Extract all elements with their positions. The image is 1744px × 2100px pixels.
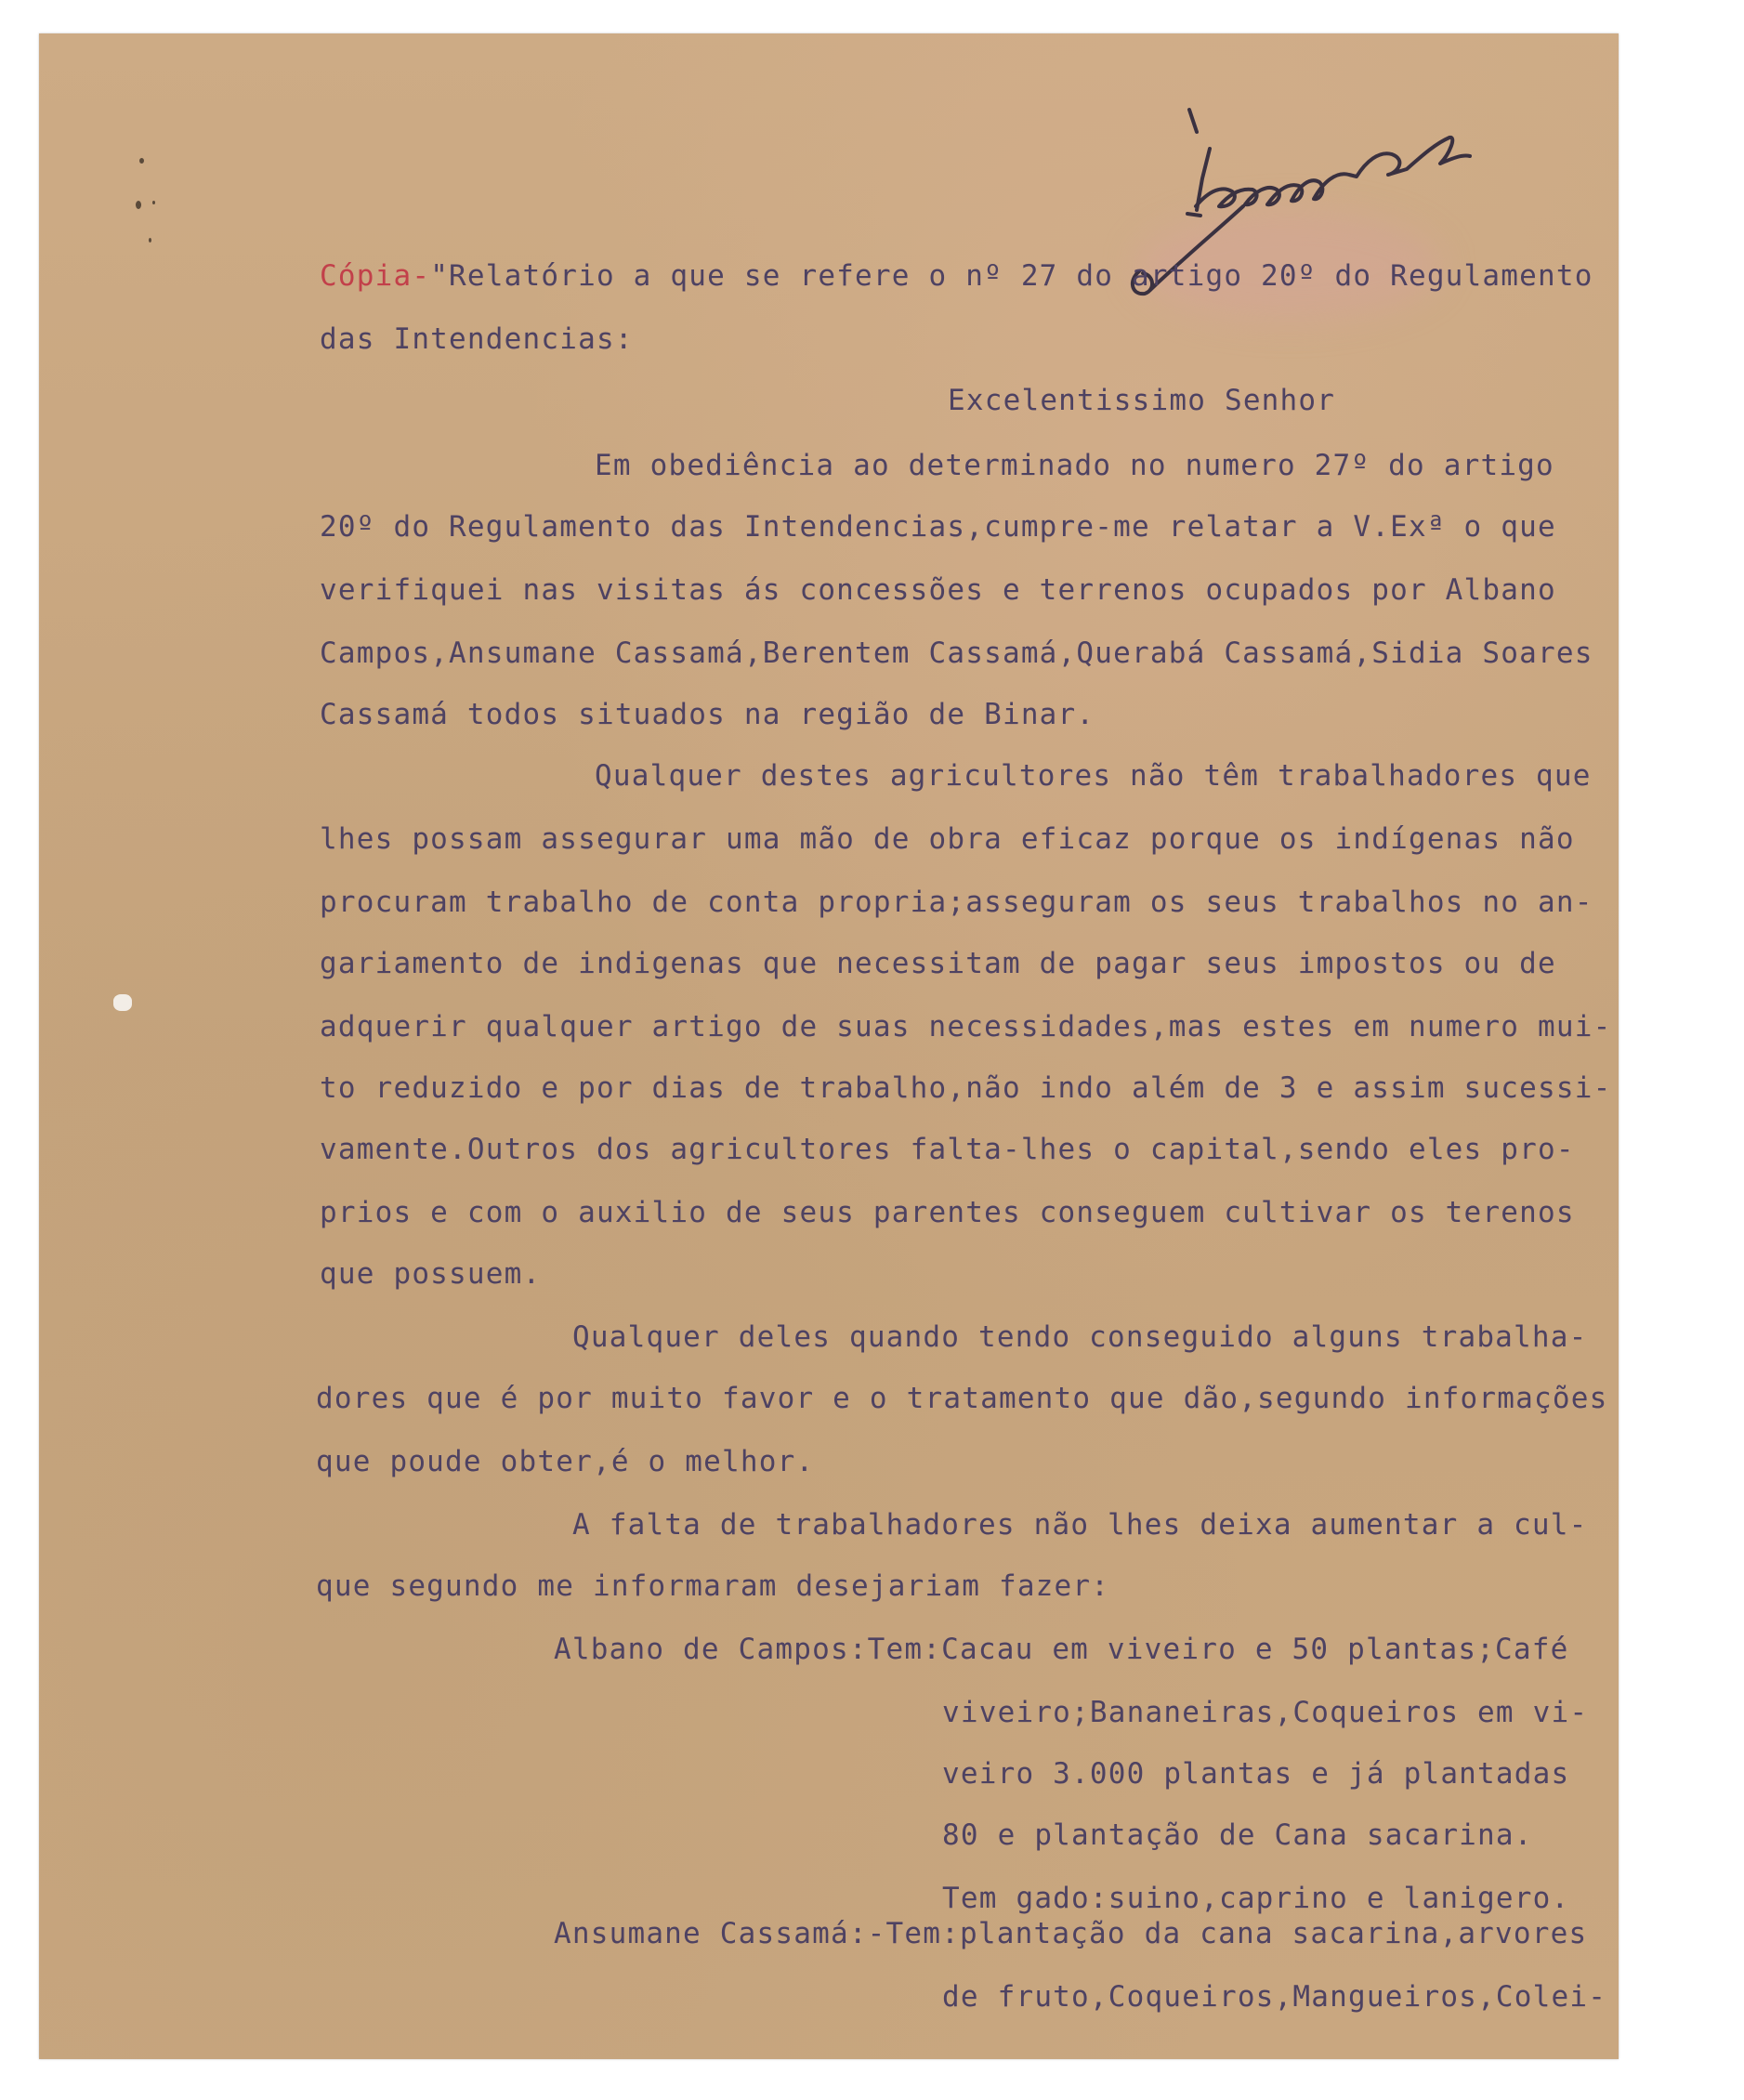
text-line-17: que possuem. [320, 1257, 542, 1291]
text-line-1: Cópia-"Relatório a que se refere o nº 27 do artigo 20º do Regulamento [320, 259, 1593, 293]
text-line-2: das Intendencias: [320, 322, 634, 356]
text-line-23: Albano de Campos:Tem:Cacau em viveiro e 50 plantas;Café [554, 1633, 1569, 1666]
text-line-26: 80 e plantação de Cana sacarina. [942, 1818, 1533, 1852]
text-line-8: Cassamá todos situados na região de Binar. [320, 698, 1095, 731]
text-line-5: 20º do Regulamento das Intendencias,cumpre-me relatar a V.Exª o que [320, 510, 1556, 544]
text-line-19: dores que é por muito favor e o tratamento que dão,segundo informações [316, 1382, 1608, 1415]
document-page [39, 33, 1619, 2059]
text-line-6: verifiquei nas visitas ás concessões e terrenos ocupados por Albano [320, 573, 1556, 607]
text-line-21: A falta de trabalhadores não lhes deixa aumentar a cul- [572, 1508, 1588, 1542]
text-line-9: Qualquer destes agricultores não têm trabalhadores que [595, 759, 1592, 793]
text-line-29: de fruto,Coqueiros,Mangueiros,Colei- [942, 1980, 1607, 2014]
paper-speck [139, 158, 144, 164]
paper-speck [152, 201, 155, 204]
paper-hole [113, 994, 132, 1011]
text-line-12: gariamento de indigenas que necessitam de pagar seus impostos ou de [320, 947, 1556, 980]
salutation: Excelentissimo Senhor [948, 384, 1336, 417]
text-line-4: Em obediência ao determinado no numero 27º do artigo [595, 449, 1554, 482]
text-line-28: Ansumane Cassamá:-Tem:plantação da cana sacarina,arvores [554, 1917, 1588, 1950]
text-line-15: vamente.Outros dos agricultores falta-lhes o capital,sendo eles pro- [320, 1133, 1575, 1166]
text-line-13: adquerir qualquer artigo de suas necessidades,mas estes em numero mui- [320, 1010, 1612, 1043]
text-line-20: que poude obter,é o melhor. [316, 1445, 815, 1478]
paper-speck [136, 201, 141, 209]
text-line-14: to reduzido e por dias de trabalho,não indo além de 3 e assim sucessi- [320, 1071, 1612, 1105]
text-line-7: Campos,Ansumane Cassamá,Berentem Cassamá,Querabá Cassamá,Sidia Soares [320, 637, 1593, 670]
text-line-22: que segundo me informaram desejariam fazer: [316, 1569, 1110, 1603]
text-line-16: prios e com o auxilio de seus parentes conseguem cultivar os terenos [320, 1196, 1575, 1229]
text-line-10: lhes possam assegurar uma mão de obra eficaz porque os indígenas não [320, 822, 1575, 856]
paper-speck [149, 238, 151, 243]
text-line-11: procuram trabalho de conta propria;asseguram os seus trabalhos no an- [320, 886, 1593, 919]
text-line-18: Qualquer deles quando tendo conseguido alguns trabalha- [572, 1320, 1588, 1354]
text-line-27: Tem gado:suino,caprino e lanigero. [942, 1882, 1570, 1915]
text-line-25: veiro 3.000 plantas e já plantadas [942, 1757, 1570, 1791]
text-line-24: viveiro;Bananeiras,Coqueiros em vi- [942, 1696, 1589, 1729]
